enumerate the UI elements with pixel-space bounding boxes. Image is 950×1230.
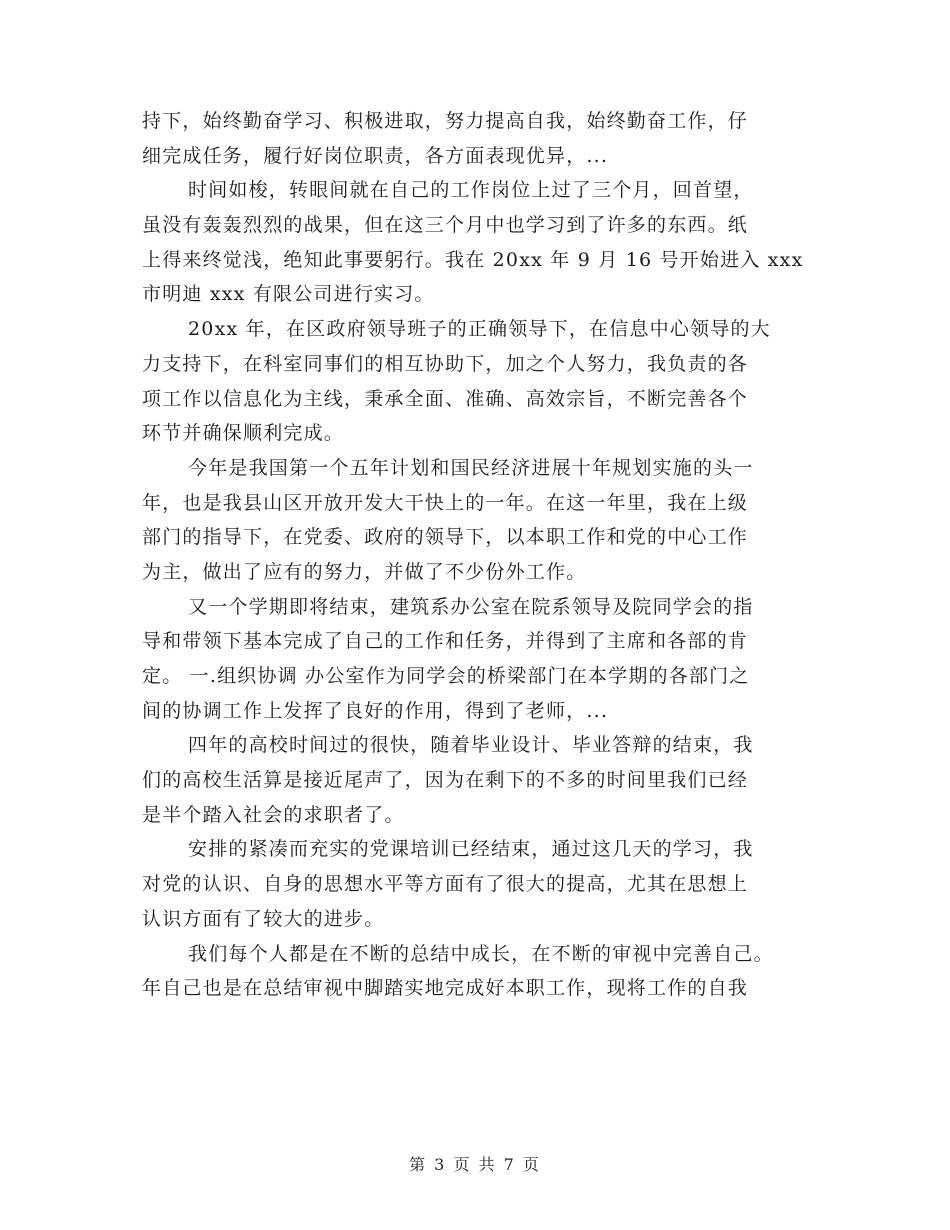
text-line: 间的协调工作上发挥了良好的作用，得到了老师，... (142, 699, 609, 722)
text-line: 细完成任务，履行好岗位职责，各方面表现优异，... (142, 144, 609, 167)
paragraph-start-line: 今年是我国第一个五年计划和国民经济进展十年规划实施的头一 (188, 456, 754, 479)
document-body (142, 104, 822, 1006)
paragraph-start-line: 四年的高校时间过的很快，随着毕业设计、毕业答辩的结束，我 (188, 734, 754, 757)
text-line: 部门的指导下，在党委、政府的领导下，以本职工作和党的中心工作 (142, 526, 749, 549)
text-line: 年，也是我县山区开放开发大干快上的一年。在这一年里，我在上级 (142, 491, 749, 514)
paragraph-start-line: 又一个学期即将结束，建筑系办公室在院系领导及院同学会的指 (188, 595, 754, 618)
paragraph-start-line: 安排的紧凑而充实的党课培训已经结束，通过这几天的学习，我 (188, 838, 754, 861)
text-line: 是半个踏入社会的求职者了。 (142, 803, 405, 826)
paragraph-start-line: 我们每个人都是在不断的总结中成长，在不断的审视中完善自己。 (188, 942, 774, 965)
text-line: 对党的认识、自身的思想水平等方面有了很大的提高，尤其在思想上 (142, 873, 749, 896)
text-line: 项工作以信息化为主线，秉承全面、准确、高效宗旨，不断完善各个 (142, 387, 749, 410)
text-line: 环节并确保顺利完成。 (142, 422, 345, 445)
paragraph-start-line: 时间如梭，转眼间就在自己的工作岗位上过了三个月，回首望， (188, 179, 754, 202)
text-line: 年自己也是在总结审视中脚踏实地完成好本职工作，现将工作的自我 (142, 977, 749, 1000)
text-line: 定。 一.组织协调 办公室作为同学会的桥梁部门在本学期的各部门之 (142, 665, 750, 687)
text-line: 认识方面有了较大的进步。 (142, 907, 385, 930)
page-number-footer: 第 3 页 共 7 页 (409, 1155, 541, 1174)
text-line: 力支持下，在科室同事们的相互协助下，加之个人努力，我负责的各 (142, 352, 749, 375)
text-line: 为主，做出了应有的努力，并做了不少份外工作。 (142, 560, 587, 583)
text-line: 持下，始终勤奋学习、积极进取，努力提高自我，始终勤奋工作，仔 (142, 110, 749, 132)
text-line: 市明迪 xxx 有限公司进行实习。 (142, 283, 435, 306)
paragraph-start-line: 20xx 年，在区政府领导班子的正确领导下，在信息中心领导的大 (188, 318, 771, 341)
text-line: 虽没有轰轰烈烈的战果，但在这三个月中也学习到了许多的东西。纸 (142, 214, 749, 237)
text-line: 们的高校生活算是接近尾声了，因为在剩下的不多的时间里我们已经 (142, 769, 749, 792)
text-line: 导和带领下基本完成了自己的工作和任务，并得到了主席和各部的肯 (142, 630, 749, 653)
text-line: 上得来终觉浅，绝知此事要躬行。我在 20xx 年 9 月 16 号开始进入 xxx (142, 248, 804, 271)
